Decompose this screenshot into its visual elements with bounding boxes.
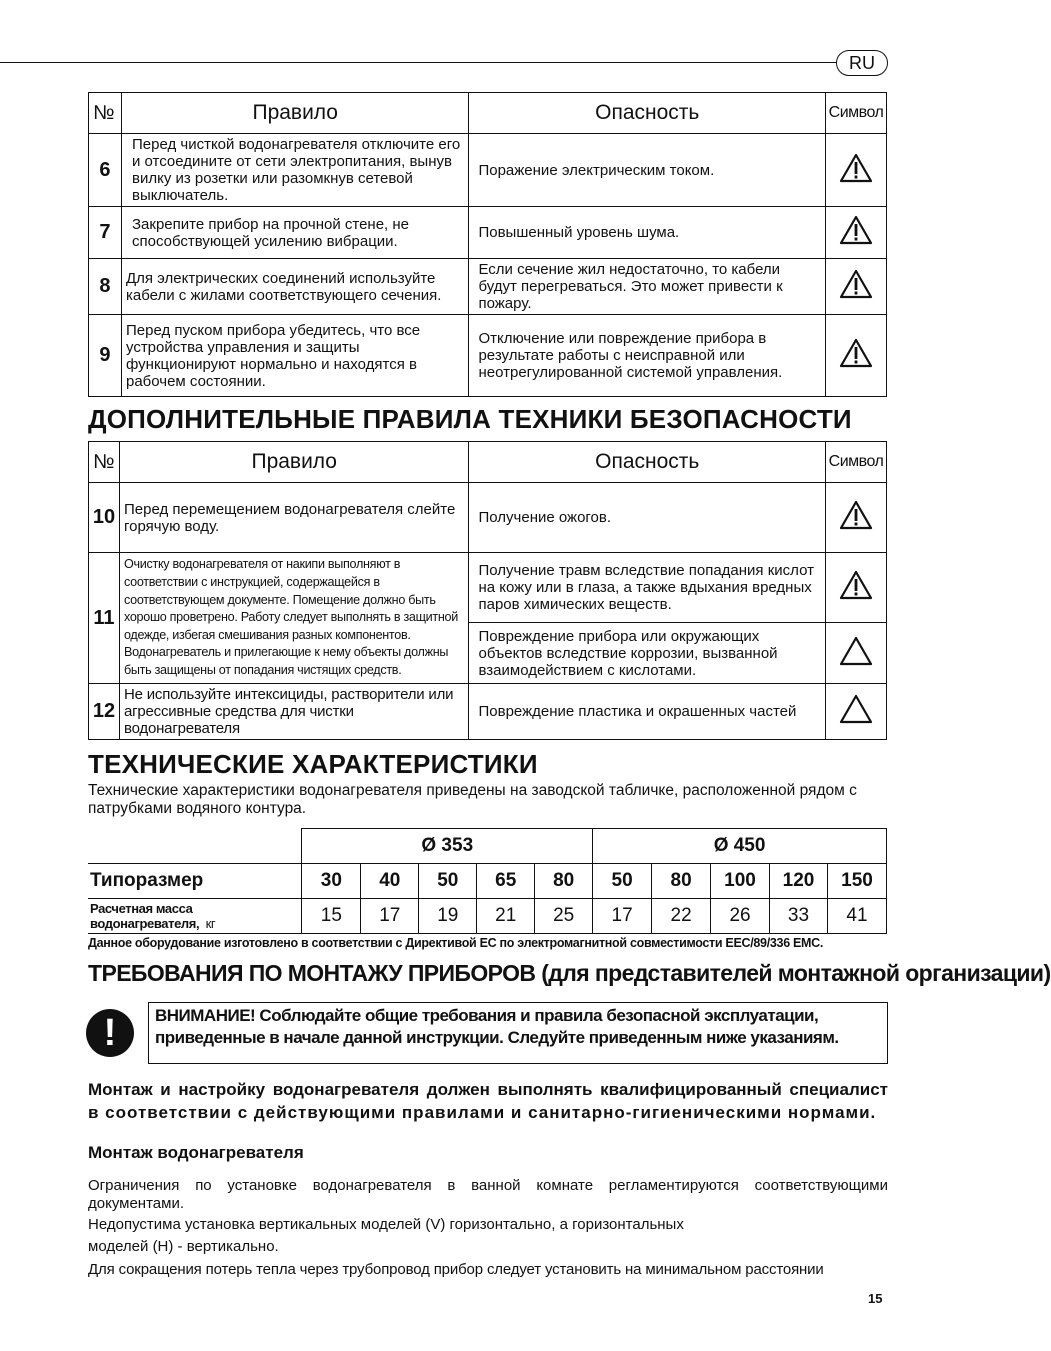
tech-intro: Технические характеристики водонагревателя приведены на заводской табличке, расположенной рядом с патрубками водяного контура. <box>88 782 857 817</box>
warning-line: ВНИМАНИЕ! Соблюдайте общие требования и правила безопасной эксплуатации, <box>155 1006 819 1025</box>
symbol-cell <box>825 684 886 740</box>
directive-note: Данное оборудование изготовлено в соответствии с Директивой ЕС по электромагнитной совместимости EEC/89/336 EMC. <box>88 936 824 950</box>
symbol-cell <box>825 553 886 623</box>
mass-label-cell <box>88 899 302 934</box>
table-row <box>89 259 887 315</box>
danger-text: Получение травм вследствие попадания кислот на кожу или в глаза, а также вдыхания вредных паров химических веществ. <box>469 553 826 623</box>
danger-text: Получение ожогов. <box>469 483 826 553</box>
mounting-title-sub: (для представителей монтажной организации) <box>541 960 1051 986</box>
header-rule <box>0 62 836 63</box>
additional-rules-table <box>88 441 887 740</box>
symbol-cell <box>825 623 886 684</box>
danger-text: Поражение электрическим током. <box>469 134 826 207</box>
table-row <box>89 315 887 397</box>
row-number: 7 <box>89 207 122 259</box>
qualified-note-line1: Монтаж и настройку водонагревателя должен выполнять квалифицированный специалист <box>88 1080 888 1099</box>
warning-triangle-icon <box>840 636 872 666</box>
paragraph: Для сокращения потерь тепла через трубопровод прибор следует установить на минимальном расстоянии <box>88 1261 824 1278</box>
mass-cell: 22 <box>652 899 711 934</box>
warning-exclamation-icon <box>840 500 872 530</box>
specs-table <box>88 828 887 934</box>
rule-text: Не используйте интексициды, растворители или агрессивные средства для чистки водонагревателя <box>119 684 469 740</box>
subheading-mounting: Монтаж водонагревателя <box>88 1143 304 1162</box>
row-number: 10 <box>89 483 120 553</box>
rule-text: Перед пуском прибора убедитесь, что все устройства управления и защиты функционируют нормально и находятся в рабочем состоянии. <box>121 315 468 397</box>
paragraph: моделей (H) - вертикально. <box>88 1238 279 1255</box>
symbol-cell <box>825 315 886 397</box>
rule-text: Очистку водонагревателя от накипи выполняют в соответствии с инструкцией, содержащейся в соответствующем документе. Помещение должно быть хорошо проветрено. Работу следует выполнять в защитной одежде, избегая смешивания разных компонентов. Водонагреватель и прилегающие к нему объекты должны быть защищены от попадания чистящих средств. <box>119 553 469 684</box>
mass-cell: 15 <box>302 899 361 934</box>
size-cell: 80 <box>535 864 593 899</box>
danger-text: Повреждение пластика и окрашенных частей <box>469 684 826 740</box>
rule-text: Для электрических соединений используйте кабели с жилами соответствующего сечения. <box>121 259 468 315</box>
col-header-rule: Правило <box>121 93 468 134</box>
mass-label: Расчетная масса водонагревателя, <box>90 901 200 931</box>
col-header-rule: Правило <box>119 442 469 483</box>
rule-text: Перед перемещением водонагревателя слейте горячую воду. <box>119 483 469 553</box>
size-cell: 120 <box>770 864 828 899</box>
mass-cell: 17 <box>361 899 419 934</box>
row-number: 9 <box>89 315 122 397</box>
mass-cell: 25 <box>535 899 593 934</box>
warning-exclamation-icon <box>840 153 872 183</box>
table-row <box>89 553 887 623</box>
size-label: Типоразмер <box>88 864 302 899</box>
row-number: 6 <box>89 134 122 207</box>
row-number: 11 <box>89 553 120 684</box>
page-number: 15 <box>868 1291 883 1306</box>
warning-line: приведенные в начале данной инструкции. Следуйте приведенным ниже указаниям. <box>155 1028 839 1047</box>
paragraph: Ограничения по установке водонагревателя в ванной комнате регламентируются соответствующими документами. <box>88 1177 888 1212</box>
warning-exclamation-icon <box>840 338 872 368</box>
size-cell: 50 <box>593 864 652 899</box>
warning-exclamation-icon <box>840 570 872 600</box>
col-header-danger: Опасность <box>469 442 826 483</box>
exclamation-icon: ! <box>86 1009 134 1057</box>
danger-text: Отключение или повреждение прибора в результате работы с неисправной или неотрегулированной системой управления. <box>469 315 826 397</box>
safety-rules-table <box>88 92 887 397</box>
size-cell: 65 <box>477 864 535 899</box>
row-number: 12 <box>89 684 120 740</box>
table-row <box>89 134 887 207</box>
symbol-cell <box>825 483 886 553</box>
mass-cell: 26 <box>711 899 770 934</box>
col-header-symbol: Символ <box>825 93 886 134</box>
section-title-mounting <box>88 960 1051 987</box>
language-badge: RU <box>836 50 888 76</box>
warning-triangle-icon <box>840 694 872 724</box>
symbol-cell <box>825 207 886 259</box>
row-number: 8 <box>89 259 122 315</box>
size-cell: 100 <box>711 864 770 899</box>
rule-text: Закрепите прибор на прочной стене, не способствующей усилению вибрации. <box>121 207 468 259</box>
size-cell: 30 <box>302 864 361 899</box>
size-cell: 50 <box>419 864 477 899</box>
warning-box <box>148 1002 888 1064</box>
symbol-cell <box>825 259 886 315</box>
size-cell: 80 <box>652 864 711 899</box>
paragraph: Недопустима установка вертикальных моделей (V) горизонтально, а горизонтальных <box>88 1216 684 1233</box>
mass-cell: 33 <box>770 899 828 934</box>
size-row <box>88 864 887 899</box>
symbol-cell <box>825 134 886 207</box>
col-header-symbol: Символ <box>825 442 886 483</box>
section-title-tech: ТЕХНИЧЕСКИЕ ХАРАКТЕРИСТИКИ <box>88 749 538 779</box>
col-header-danger: Опасность <box>469 93 826 134</box>
rule-text: Перед чисткой водонагревателя отключите его и отсоедините от сети электропитания, вынув вилку из розетки или разомкнув сетевой выключатель. <box>121 134 468 207</box>
mass-cell: 17 <box>593 899 652 934</box>
table-row <box>89 207 887 259</box>
mass-row <box>88 899 887 934</box>
mass-unit: кг <box>205 916 216 931</box>
table-row <box>89 684 887 740</box>
mass-cell: 19 <box>419 899 477 934</box>
size-cell: 150 <box>827 864 886 899</box>
warning-exclamation-icon <box>840 215 872 245</box>
table-row <box>89 483 887 553</box>
mass-cell: 21 <box>477 899 535 934</box>
group-header-450: Ø 450 <box>593 829 887 864</box>
col-header-no: № <box>89 93 122 134</box>
danger-text: Повреждение прибора или окружающих объектов вследствие коррозии, вызванной взаимодействием с кислотами. <box>469 623 826 684</box>
mounting-title: ТРЕБОВАНИЯ ПО МОНТАЖУ ПРИБОРОВ <box>88 960 536 986</box>
danger-text: Повышенный уровень шума. <box>469 207 826 259</box>
qualified-note-line2: в соответствии с действующими правилами и санитарно-гигиеническими нормами. <box>88 1103 877 1122</box>
warning-exclamation-icon <box>840 269 872 299</box>
danger-text: Если сечение жил недостаточно, то кабели будут перегреваться. Это может привести к пожару. <box>469 259 826 315</box>
section-title-additional: ДОПОЛНИТЕЛЬНЫЕ ПРАВИЛА ТЕХНИКИ БЕЗОПАСНОСТИ <box>88 404 852 434</box>
size-cell: 40 <box>361 864 419 899</box>
group-header-353: Ø 353 <box>302 829 593 864</box>
col-header-no: № <box>89 442 120 483</box>
mass-cell: 41 <box>827 899 886 934</box>
